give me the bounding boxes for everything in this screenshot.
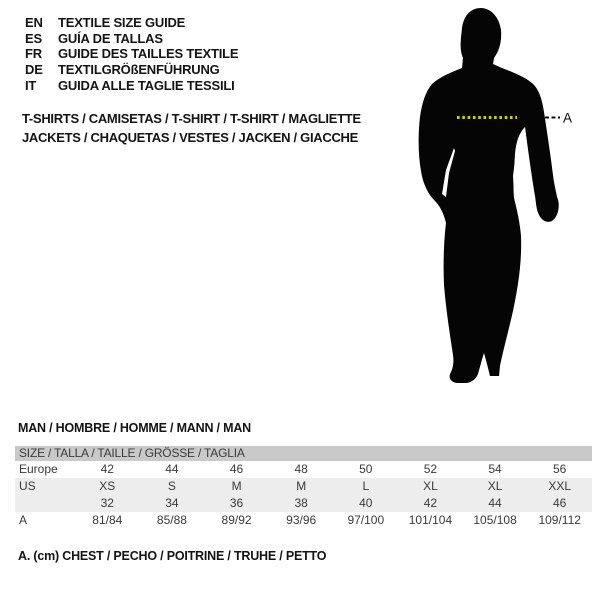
size-cell: 50 bbox=[359, 462, 373, 476]
language-code: DE bbox=[25, 62, 43, 78]
language-row-it bbox=[25, 77, 238, 93]
size-cell: 44 bbox=[488, 496, 502, 510]
man-silhouette-figure bbox=[390, 5, 575, 387]
size-cell: 32 bbox=[100, 496, 114, 510]
size-cell: 40 bbox=[359, 496, 373, 510]
category-lines bbox=[22, 110, 361, 147]
language-row-fr bbox=[25, 46, 238, 62]
size-row-us bbox=[15, 478, 592, 495]
size-cell: L bbox=[362, 479, 370, 493]
size-cell: 52 bbox=[423, 462, 438, 476]
measure-label-a: A bbox=[563, 110, 573, 126]
size-cell: XS bbox=[99, 479, 116, 493]
size-cell: 105/108 bbox=[473, 513, 517, 527]
size-row-numeric bbox=[15, 495, 592, 512]
language-label: TEXTILE SIZE GUIDE bbox=[58, 15, 186, 31]
row-label: Europe bbox=[19, 462, 58, 476]
language-row-de bbox=[25, 62, 238, 78]
language-label: TEXTILGRÖßENFÜHRUNG bbox=[58, 62, 220, 78]
size-cell: 109/112 bbox=[538, 513, 581, 527]
size-cell: 36 bbox=[229, 496, 244, 510]
size-cell: XL bbox=[423, 479, 438, 493]
size-cell: XXL bbox=[548, 479, 572, 493]
size-cell: 85/88 bbox=[156, 513, 187, 527]
size-cell: 42 bbox=[100, 462, 114, 476]
language-list bbox=[25, 15, 238, 93]
size-cell: 93/96 bbox=[286, 513, 317, 527]
size-cell: 89/92 bbox=[221, 513, 252, 527]
language-code: FR bbox=[25, 46, 42, 62]
size-table bbox=[15, 446, 592, 529]
size-table-header: SIZE / TALLA / TAILLE / GRÖSSE / TAGLIA bbox=[15, 446, 592, 461]
size-cell: M bbox=[231, 479, 242, 493]
language-label: GUÍA DE TALLAS bbox=[58, 30, 163, 46]
size-cell: 46 bbox=[553, 496, 567, 510]
size-cell: 42 bbox=[423, 496, 438, 510]
size-cell: 34 bbox=[165, 496, 179, 510]
man-silhouette bbox=[419, 8, 559, 383]
size-row-europe bbox=[15, 461, 592, 478]
language-label: GUIDE DES TAILLES TEXTILE bbox=[58, 46, 239, 62]
language-label: GUIDA ALLE TAGLIE TESSILI bbox=[58, 77, 235, 93]
language-code: IT bbox=[25, 77, 37, 93]
category-line-tshirts: T-SHIRTS / CAMISETAS / T-SHIRT / T-SHIRT / MAGLIETTE bbox=[22, 111, 361, 126]
size-cell: 46 bbox=[229, 462, 244, 476]
size-cell: 81/84 bbox=[92, 513, 123, 527]
size-cell: 56 bbox=[553, 462, 567, 476]
footnote-chest: A. (cm) CHEST / PECHO / POITRINE / TRUHE / PETTO bbox=[18, 549, 327, 563]
size-cell: XL bbox=[487, 479, 503, 493]
size-cell: 54 bbox=[488, 462, 502, 476]
size-cell: 44 bbox=[165, 462, 179, 476]
size-cell: 38 bbox=[294, 496, 308, 510]
row-label bbox=[15, 495, 75, 512]
row-label: A bbox=[19, 513, 28, 527]
row-label: US bbox=[19, 479, 36, 493]
language-row-en bbox=[25, 15, 238, 31]
size-cell: 97/100 bbox=[347, 513, 385, 527]
language-row-es bbox=[25, 31, 238, 47]
category-line-jackets: JACKETS / CHAQUETAS / VESTES / JACKEN / GIACCHE bbox=[22, 129, 358, 145]
size-cell: M bbox=[296, 479, 307, 493]
language-code: ES bbox=[25, 30, 42, 46]
size-cell: 101/104 bbox=[408, 513, 453, 527]
size-cell: S bbox=[167, 479, 176, 493]
size-cell: 48 bbox=[294, 462, 308, 476]
size-row-a-chest bbox=[15, 512, 592, 529]
section-heading-man: MAN / HOMBRE / HOMME / MANN / MAN bbox=[18, 421, 251, 435]
language-code: EN bbox=[25, 15, 43, 31]
